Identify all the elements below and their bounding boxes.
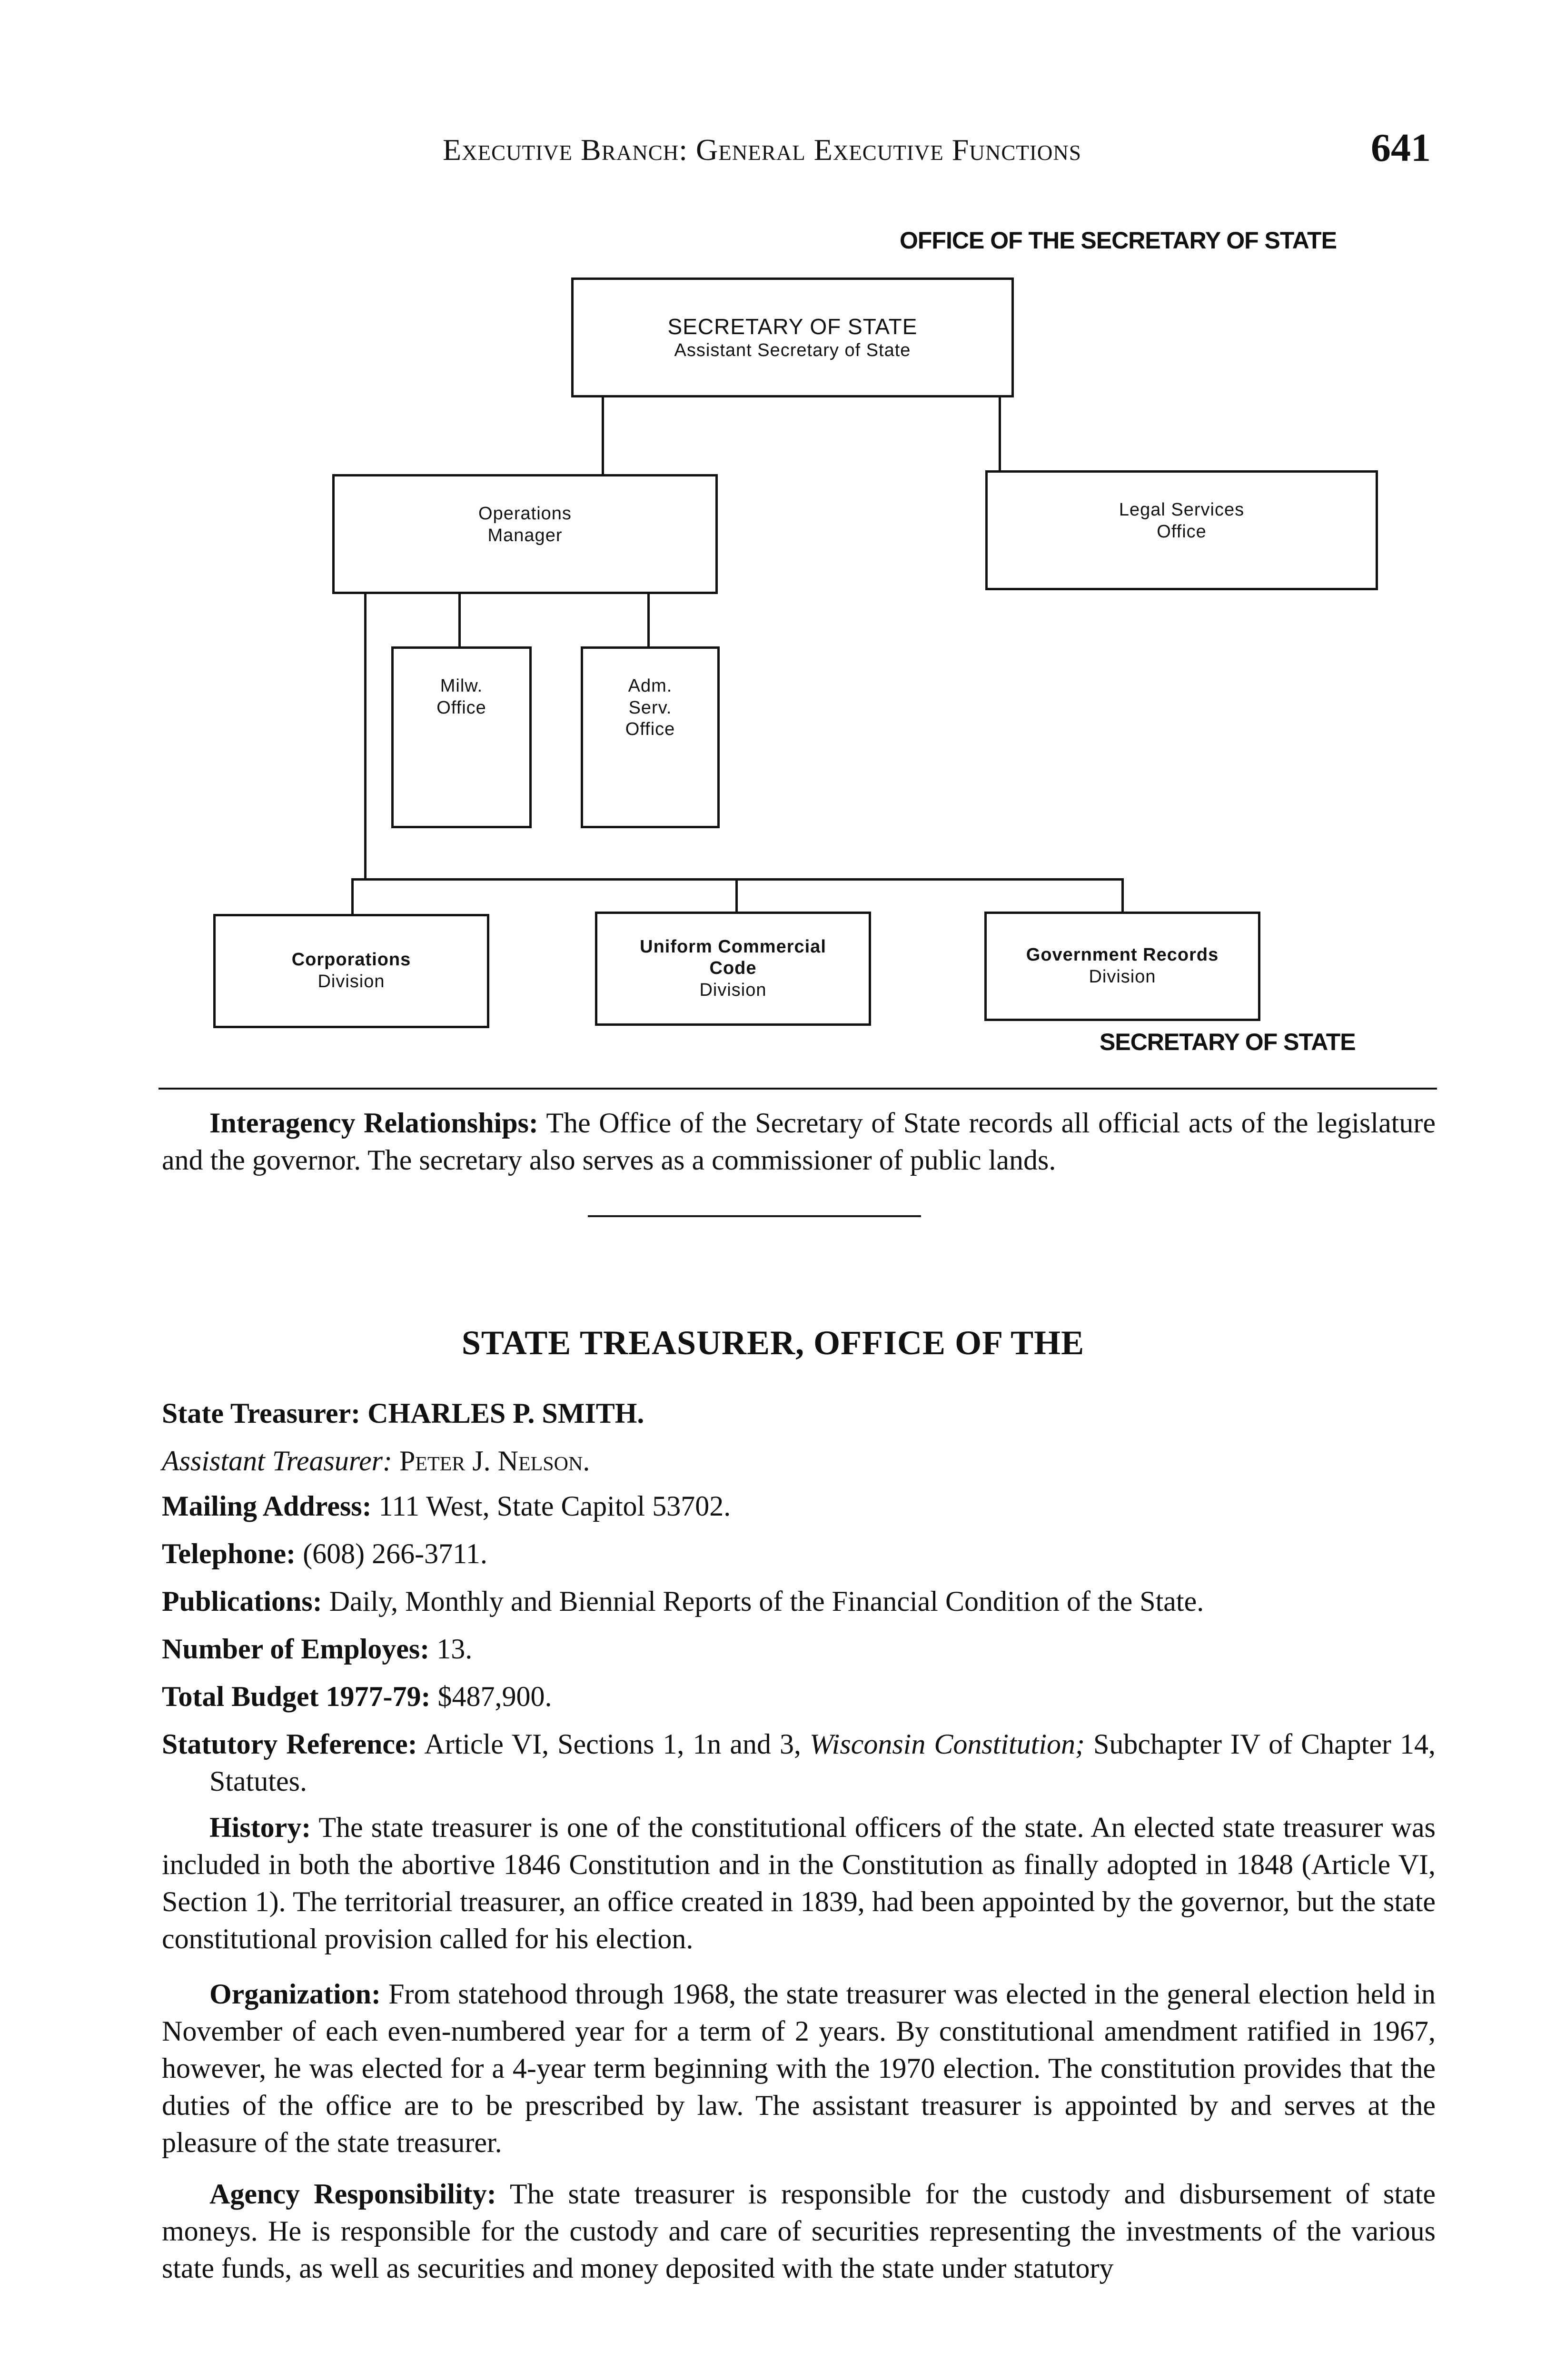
- telephone-value: (608) 266-3711.: [303, 1538, 487, 1569]
- connector-line: [647, 590, 650, 647]
- organization-paragraph: [162, 1975, 1436, 2161]
- connector-line: [999, 395, 1001, 472]
- statutory-part1: Article VI, Sections 1, 1n and 3,: [424, 1728, 802, 1760]
- assistant-label: Assistant Treasurer:: [162, 1445, 392, 1477]
- organization-text: From statehood through 1968, the state treasurer was elected in the general election held in November of each even-numbered year for a term of 2 years. By constitutional amendment ratified in 1967, however, he was elected for a 4-year term beginning with the 1970 election. The constitution provides that the duties of the office are to be prescribed by law. The assistant treasurer is appointed by and serves at the pleasure of the state treasurer.: [162, 1978, 1436, 2158]
- milw-office-box: [391, 646, 532, 828]
- responsibility-label: Agency Responsibility:: [209, 2178, 496, 2210]
- assistant-value: Peter J. Nelson.: [399, 1445, 590, 1477]
- page-number: 641: [1371, 126, 1431, 170]
- corporations-line2: Division: [317, 972, 385, 992]
- adm-line1: Adm.: [628, 676, 673, 696]
- history-label: History:: [209, 1812, 311, 1843]
- telephone-line: [162, 1535, 1436, 1572]
- secretary-subtitle: Assistant Secretary of State: [674, 340, 911, 360]
- history-paragraph: [162, 1809, 1436, 1957]
- budget-line: [162, 1678, 1436, 1715]
- secretary-of-state-box: [571, 278, 1014, 397]
- treasurer-line: [162, 1395, 1436, 1432]
- corporations-line1: Corporations: [291, 950, 411, 970]
- employees-label: Number of Employes:: [162, 1633, 430, 1665]
- legal-line2: Office: [1157, 521, 1207, 542]
- history-text: The state treasurer is one of the constitutional officers of the state. An elected state treasurer was included in both the abortive 1846 Constitution and in the Constitution as finally adopted in 1848 (Article VI, Section 1). The territorial treasurer, an office created in 1839, had been appointed by the governor, but the state constitutional provision called for his election.: [162, 1812, 1436, 1954]
- records-line2: Division: [1089, 967, 1156, 987]
- connector-line: [351, 878, 354, 916]
- connector-line: [735, 878, 738, 916]
- milw-line1: Milw.: [440, 676, 483, 696]
- ucc-division-box: [595, 912, 871, 1026]
- treasurer-label: State Treasurer:: [162, 1398, 361, 1429]
- mailing-label: Mailing Address:: [162, 1490, 372, 1522]
- employees-line: [162, 1630, 1436, 1667]
- government-records-division-box: [984, 912, 1260, 1021]
- operations-manager-box: [332, 474, 718, 594]
- publications-line: [162, 1583, 1436, 1620]
- milw-line2: Office: [436, 697, 486, 718]
- operations-line2: Manager: [487, 525, 563, 545]
- publications-label: Publications:: [162, 1586, 322, 1617]
- interagency-text: The Office of the Secretary of State records all official acts of the legislature and the governor. The secretary also serves as a commissioner of public lands.: [162, 1107, 1436, 1176]
- responsibility-paragraph: [162, 2175, 1436, 2287]
- divider: [159, 1088, 1437, 1090]
- org-chart-footer: SECRETARY OF STATE: [1100, 1029, 1356, 1055]
- connector-line: [1121, 878, 1124, 916]
- interagency-paragraph: [162, 1104, 1436, 1179]
- ucc-line1: Uniform Commercial: [640, 936, 826, 957]
- legal-line1: Legal Services: [1119, 500, 1245, 520]
- operations-line1: Operations: [478, 504, 572, 524]
- budget-value: $487,900.: [437, 1681, 552, 1712]
- org-chart-title: OFFICE OF THE SECRETARY OF STATE: [900, 227, 1337, 254]
- connector-line: [364, 590, 367, 881]
- adm-line2: Serv.: [628, 697, 672, 718]
- mailing-line: [162, 1488, 1436, 1525]
- section-title: STATE TREASURER, OFFICE OF THE: [461, 1324, 1085, 1362]
- ucc-line3: Division: [699, 980, 767, 1000]
- corporations-division-box: [213, 914, 489, 1028]
- records-line1: Government Records: [1026, 945, 1219, 965]
- ucc-line2: Code: [709, 958, 757, 979]
- adm-line3: Office: [625, 719, 675, 740]
- interagency-label: Interagency Relationships:: [209, 1107, 538, 1139]
- mailing-value: 111 West, State Capitol 53702.: [378, 1490, 731, 1522]
- statutory-part2: Subchapter IV of Chapter 14, Statutes.: [209, 1728, 1436, 1797]
- statutory-paragraph: [162, 1726, 1436, 1800]
- budget-label: Total Budget 1977-79:: [162, 1681, 431, 1712]
- adm-serv-office-box: [581, 646, 720, 828]
- organization-label: Organization:: [209, 1978, 381, 2010]
- running-header: Executive Branch: General Executive Functions: [443, 133, 1081, 167]
- responsibility-text: The state treasurer is responsible for the custody and disbursement of state moneys. He is responsible for the custody and care of securities representing the investments of the various state funds, as well as securities and money deposited with the state under statutory: [162, 2178, 1436, 2284]
- assistant-line: [162, 1442, 1436, 1479]
- secretary-title: SECRETARY OF STATE: [667, 314, 918, 339]
- short-divider: [588, 1215, 921, 1217]
- org-chart: [0, 0, 1546, 1076]
- publications-value: Daily, Monthly and Biennial Reports of the Financial Condition of the State.: [329, 1586, 1204, 1617]
- telephone-label: Telephone:: [162, 1538, 296, 1569]
- statutory-label: Statutory Reference:: [162, 1728, 417, 1760]
- statutory-italic: Wisconsin Constitution;: [810, 1728, 1085, 1760]
- employees-value: 13.: [436, 1633, 473, 1665]
- connector-line: [602, 395, 604, 476]
- connector-line: [458, 590, 461, 647]
- legal-services-box: [985, 470, 1378, 590]
- treasurer-value: CHARLES P. SMITH.: [367, 1398, 644, 1429]
